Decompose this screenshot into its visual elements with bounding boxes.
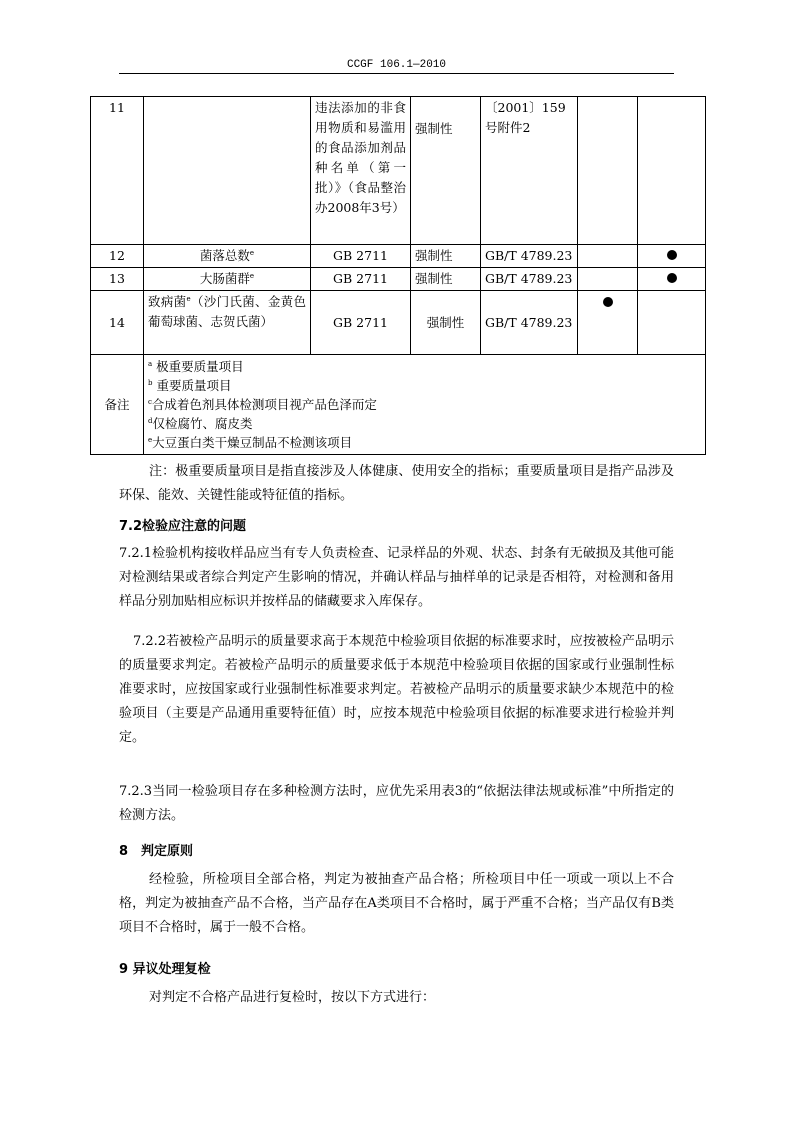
- footnote-mark: d: [148, 416, 153, 425]
- footnote-mark: c: [148, 397, 152, 406]
- test-method: GB/T 4789.23: [481, 245, 578, 268]
- test-method: 〔2001〕159号附件2: [481, 97, 578, 245]
- class-b-mark: [638, 268, 706, 291]
- row-number: 11: [91, 97, 144, 245]
- row-number: 12: [91, 245, 144, 268]
- class-a-mark: [578, 291, 638, 355]
- class-b-mark: [638, 291, 706, 355]
- remark-text: 仅检腐竹、腐皮类: [152, 416, 253, 431]
- footnote-mark: e: [186, 294, 191, 303]
- item-name: [144, 268, 311, 291]
- item-name: [144, 291, 311, 355]
- table-row: [91, 268, 706, 291]
- section-9-text: 对判定不合格产品进行复检时，按以下方式进行：: [149, 990, 436, 1005]
- remark-line: [148, 395, 701, 414]
- item-name-detail: （沙门氏菌、金黄色葡萄球菌、志贺氏菌）: [148, 294, 306, 329]
- table-row: [91, 245, 706, 268]
- clause-7-2-3: 7.2.3当同一检验项目存在多种检测方法时，应优先采用表3的“依据法律法规或标准”中所指定的检测方法。: [119, 784, 674, 823]
- remark-line: [148, 414, 701, 433]
- remark-line: [148, 433, 701, 452]
- basis-standard: GB 2711: [311, 268, 411, 291]
- clause-7-2-2: 7.2.2若被检产品明示的质量要求高于本规范中检验项目依据的标准要求时，应按被检产品明示的质量要求判定。若被检产品明示的质量要求低于本规范中检验项目依据的国家或行业强制性标准要求时，应按国家或行业强制性标准要求判定。若被检产品明示的质量要求缺少本规范中的检验项目（主要是产品通用重要特征值）时，应按本规范中检验项目依据的标准要求进行检验并判定。: [119, 634, 674, 745]
- class-b-mark: [638, 97, 706, 245]
- item-name-text: 致病菌: [148, 294, 187, 309]
- class-b-mark: [638, 245, 706, 268]
- class-a-mark: [578, 245, 638, 268]
- basis-standard: GB 2711: [311, 245, 411, 268]
- row-number: 13: [91, 268, 144, 291]
- table-row: [91, 291, 706, 355]
- footnote-mark: e: [249, 248, 255, 257]
- row-number: 14: [91, 291, 144, 355]
- footnote-mark: b: [148, 378, 153, 387]
- filled-dot-icon: [603, 297, 613, 307]
- table-row: [91, 97, 706, 245]
- remark-text: 大豆蛋白类干燥豆制品不检测该项目: [152, 435, 353, 450]
- header-standard-code: CCGF 106.1—2010: [346, 59, 447, 71]
- remark-line: [148, 376, 701, 395]
- section-8-title: 8 判定原则: [119, 844, 194, 859]
- remarks-row: [91, 355, 706, 455]
- importance-note: 注：极重要质量项目是指直接涉及人体健康、使用安全的指标；重要质量项目是指产品涉及环保、能效、关键性能或特征值的指标。: [119, 464, 674, 503]
- test-method: GB/T 4789.23: [481, 268, 578, 291]
- nature: 强制性: [411, 97, 481, 245]
- remark-text: 重要质量项目: [156, 378, 232, 393]
- section-7-2-title: 7.2检验应注意的问题: [119, 519, 247, 534]
- footnote-mark: a: [148, 359, 153, 368]
- nature: 强制性: [411, 291, 481, 355]
- class-a-mark: [578, 97, 638, 245]
- inspection-items-table: [90, 96, 706, 455]
- basis-standard: 违法添加的非食用物质和易滥用的食品添加剂品种名单（第一批）》（食品整治办2008年3号）: [311, 97, 411, 245]
- filled-dot-icon: [667, 273, 677, 283]
- section-9-title: 9 异议处理复检: [119, 962, 211, 977]
- item-name-text: 大肠菌群: [199, 271, 250, 286]
- remark-text: 合成着色剂具体检测项目视产品色泽而定: [151, 397, 377, 412]
- class-a-mark: [578, 268, 638, 291]
- item-name-text: 菌落总数: [199, 248, 250, 263]
- footnote-mark: e: [249, 271, 255, 280]
- item-name: [144, 97, 311, 245]
- header-divider: [119, 73, 674, 74]
- remark-text: 极重要质量项目: [156, 359, 244, 374]
- remarks-content: [144, 355, 706, 455]
- test-method: GB/T 4789.23: [481, 291, 578, 355]
- basis-standard: GB 2711: [311, 291, 411, 355]
- item-name: [144, 245, 311, 268]
- remarks-label: 备注: [91, 355, 144, 455]
- section-8-text: 经检验，所检项目全部合格，判定为被抽查产品合格；所检项目中任一项或一项以上不合格，判定为被抽查产品不合格，当产品存在A类项目不合格时，属于严重不合格；当产品仅有B类项目不合格时，属于一般不合格。: [119, 872, 674, 935]
- filled-dot-icon: [667, 250, 677, 260]
- nature: 强制性: [411, 268, 481, 291]
- footnote-mark: e: [148, 435, 153, 444]
- nature: 强制性: [411, 245, 481, 268]
- remark-line: [148, 357, 701, 376]
- clause-7-2-1: 7.2.1检验机构接收样品应当有专人负责检查、记录样品的外观、状态、封条有无破损及其他可能对检测结果或者综合判定产生影响的情况，并确认样品与抽样单的记录是否相符，对检测和备用样品分别加贴相应标识并按样品的储藏要求入库保存。: [119, 546, 674, 609]
